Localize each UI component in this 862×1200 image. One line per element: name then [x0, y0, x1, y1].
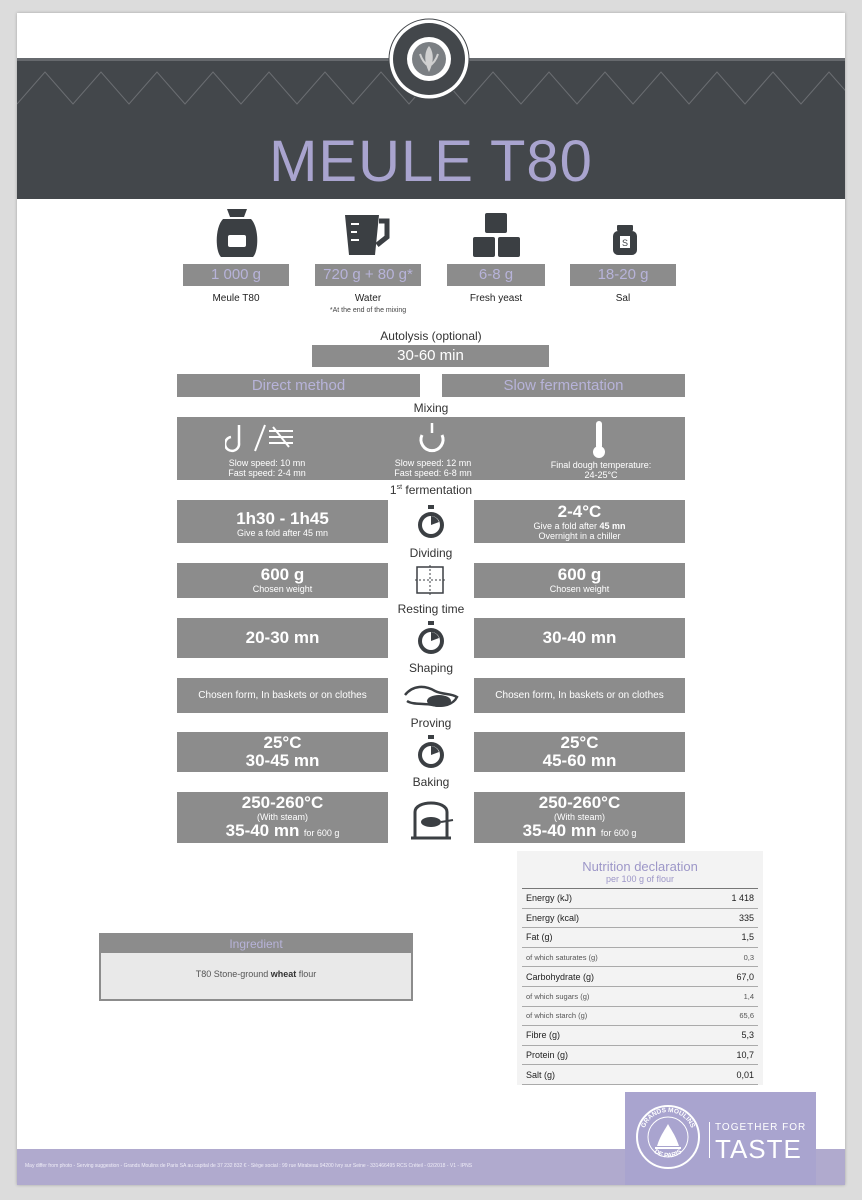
ingredient-panel — [99, 933, 413, 1001]
timer-icon — [415, 620, 447, 656]
shaping-title: Shaping — [408, 661, 454, 675]
fermentation-title: 1st fermentation — [389, 483, 473, 497]
slow-fermentation-header: Slow fermentation — [442, 374, 685, 397]
nutrition-subtitle: per 100 g of flour — [605, 874, 675, 884]
fermentation-right-box: 2-4°C Give a fold after 45 mn Overnight in a chiller — [474, 500, 685, 543]
grands-moulins-logo-icon — [635, 1104, 701, 1170]
nutrition-table — [522, 888, 758, 1085]
scale-grid-icon — [415, 565, 445, 595]
yeast-label: Fresh yeast — [469, 293, 523, 304]
timer-icon — [415, 504, 447, 540]
table-row: Energy (kJ) 1 418 — [522, 889, 758, 909]
dividing-right-box: 600 g Chosen weight — [474, 563, 685, 598]
recipe-sheet — [17, 13, 845, 1185]
yeast-amount: 6-8 g — [447, 264, 545, 286]
mixing-right-temp-label: Final dough temperature: — [550, 460, 652, 470]
water-note: *At the end of the mixing — [329, 307, 407, 314]
table-row: of which saturates (g) 0,3 — [522, 947, 758, 967]
proving-left-box: 25°C 30-45 mn — [177, 732, 388, 772]
shaping-left-box: Chosen form, In baskets or on clothes — [177, 678, 388, 713]
baking-right-box: 250-260°C (With steam) 35-40 mn for 600 g — [474, 792, 685, 843]
fermentation-left-box: 1h30 - 1h45 Give a fold after 45 mn — [177, 500, 388, 543]
table-row: Carbohydrate (g) 67,0 — [522, 967, 758, 987]
shaping-right-box: Chosen form, In baskets or on clothes — [474, 678, 685, 713]
dividing-left-box: 600 g Chosen weight — [177, 563, 388, 598]
resting-left-box: 20-30 mn — [177, 618, 388, 658]
legal-text: May differ from photo - Serving suggestion - Grands Moulins de Paris SA au capital de 37 232 832 € - Siège social : 99 rue Mirabeau 94200 Ivry sur Seine - 331466495 RCS Créteil - 02/2018 - V1 - IPNS — [25, 1163, 473, 1169]
mixing-left-slow: Slow speed: 10 mn — [228, 458, 306, 468]
table-row: Fibre (g) 5,3 — [522, 1026, 758, 1046]
baking-title: Baking — [412, 775, 450, 789]
svg-text:GRANDS MOULINS: GRANDS MOULINS — [640, 1106, 696, 1130]
autolysis-title: Autolysis (optional) — [380, 329, 482, 343]
flour-bag-icon — [213, 205, 261, 259]
timer-icon — [415, 734, 447, 770]
table-row: Fat (g) 1,5 — [522, 928, 758, 948]
table-row: of which starch (g) 65,6 — [522, 1006, 758, 1026]
flour-label: Meule T80 — [212, 293, 260, 304]
salt-label: Sal — [615, 293, 631, 304]
table-row: Salt (g) 0,01 — [522, 1065, 758, 1085]
table-row: Energy (kcal) 335 — [522, 908, 758, 928]
direct-method-header: Direct method — [177, 374, 420, 397]
water-label: Water — [354, 293, 382, 304]
shaping-hand-icon — [403, 677, 459, 713]
resting-title: Resting time — [397, 602, 465, 616]
nutrition-title: Nutrition declaration — [582, 859, 698, 874]
selection-badge-icon — [388, 18, 470, 100]
mixing-middle-slow: Slow speed: 12 mn — [394, 458, 472, 468]
flour-amount: 1 000 g — [183, 264, 289, 286]
mixing-middle-fast: Fast speed: 6-8 mn — [394, 468, 472, 478]
brand-logo-box — [625, 1092, 816, 1185]
taste-text: TASTE — [715, 1134, 802, 1164]
together-for-text: TOGETHER FOR — [715, 1122, 807, 1133]
svg-text:S: S — [621, 238, 629, 248]
water-amount: 720 g + 80 g* — [315, 264, 421, 286]
bread-peel-oven-icon — [407, 794, 455, 840]
resting-right-box: 30-40 mn — [474, 618, 685, 658]
ingredient-text: T80 Stone-ground wheat flour — [195, 969, 317, 979]
proving-right-box: 25°C 45-60 mn — [474, 732, 685, 772]
table-row: Protein (g) 10,7 — [522, 1045, 758, 1065]
spiral-mixer-icon — [415, 421, 449, 455]
yeast-cubes-icon — [471, 211, 523, 259]
nutrition-panel — [517, 851, 763, 1085]
svg-text:DE PARIS: DE PARIS — [652, 1148, 684, 1160]
measuring-jug-icon — [341, 211, 393, 259]
mixing-left-fast: Fast speed: 2-4 mn — [228, 468, 306, 478]
ingredient-title: Ingredient — [101, 935, 411, 953]
mixing-box — [177, 417, 685, 480]
mixing-title: Mixing — [413, 401, 449, 415]
table-row: of which sugars (g) 1,4 — [522, 986, 758, 1006]
mixer-hook-whisk-icon — [225, 421, 299, 455]
autolysis-value: 30-60 min — [312, 345, 549, 367]
dividing-title: Dividing — [409, 546, 453, 560]
salt-jar-icon — [611, 223, 639, 257]
baking-left-box: 250-260°C (With steam) 35-40 mn for 600 g — [177, 792, 388, 843]
salt-amount: 18-20 g — [570, 264, 676, 286]
proving-title: Proving — [410, 716, 452, 730]
mixing-right-temp-value: 24-25°C — [584, 470, 618, 480]
page-title: MEULE T80 — [269, 129, 593, 194]
thermometer-icon — [591, 419, 607, 459]
